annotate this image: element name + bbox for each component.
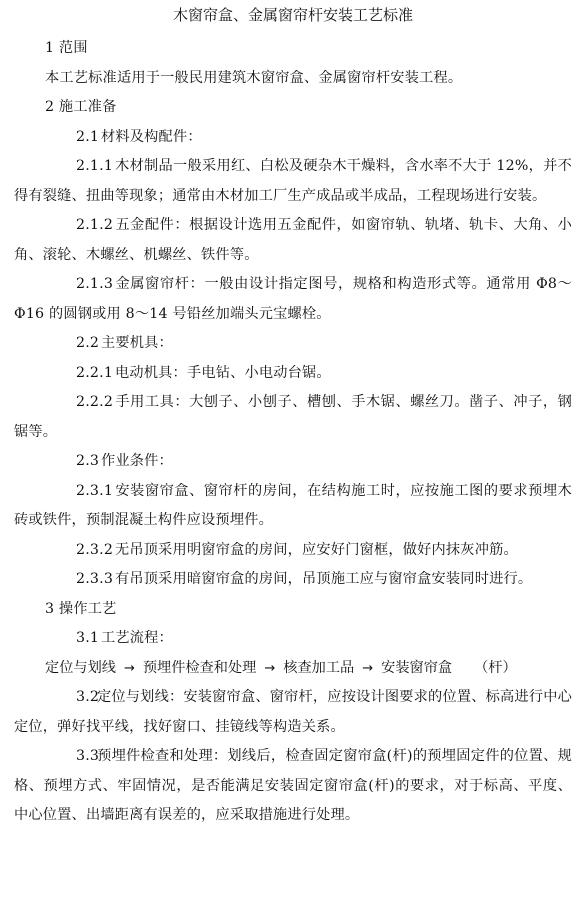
flow-step-positioning: 定位与划线 <box>45 659 116 676</box>
document-title: 木窗帘盒、金属窗帘杆安装工艺标准 <box>172 6 413 24</box>
section-text: 金属窗帘杆：一般由设计指定图号，规格和构造形式等。通常用 Φ8～Φ16 的圆钢或用 8～14 号铅丝加端头元宝螺栓。 <box>14 276 572 322</box>
section-2-1-3 <box>14 270 572 329</box>
arrow-right-icon: → <box>362 660 374 676</box>
section-number: 2.2.1 <box>76 364 114 381</box>
section-number: 2.2 <box>76 335 100 351</box>
section-2-1 <box>14 123 572 153</box>
section-2-2 <box>14 329 572 359</box>
section-text: 有吊顶采用暗窗帘盒的房间，吊顶施工应与窗帘盒安装同时进行。 <box>115 571 533 587</box>
section-3-2 <box>14 683 572 742</box>
section-text: 安装窗帘盒、窗帘杆的房间，在结构施工时，应按施工图的要求预埋木砖或铁件，预制混凝土构件应设预埋件。 <box>14 482 572 528</box>
section-number: 2.1.3 <box>76 276 114 292</box>
section-text: 无吊顶采用明窗帘盒的房间，应安好门窗框，做好内抹灰冲筋。 <box>115 541 518 558</box>
section-3-heading: 3 操作工艺 <box>45 600 117 617</box>
section-2-heading: 2 施工准备 <box>45 99 117 115</box>
section-number: 2.3.3 <box>76 571 114 587</box>
section-3-3 <box>14 742 572 831</box>
section-text: 手用工具：大刨子、小刨子、槽刨、手木锯、螺丝刀。凿子、冲子，钢锯等。 <box>14 394 572 440</box>
section-text: 五金配件：根据设计选用五金配件，如窗帘轨、轨堵、轨卡、大角、小角、滚轮、木螺丝、机螺丝、铁件等。 <box>14 217 572 263</box>
section-text: 木材制品一般采用红、白松及硬杂木干燥料，含水率不大于 12%，并不得有裂缝、扭曲等现象；通常由木材加工厂生产成品或半成品，工程现场进行安装。 <box>14 158 572 204</box>
section-label: 主要机具： <box>101 335 173 351</box>
section-number: 3.1 <box>76 630 100 646</box>
section-1-text: 本工艺标准适用于一般民用建筑木窗帘盒、金属窗帘杆安装工程。 <box>45 69 463 86</box>
arrow-right-icon: → <box>123 660 135 676</box>
section-text: 预埋件检查和处理：划线后，检查固定窗帘盒(杆)的预埋固定件的位置、规格、预埋方式、牢固情况，是否能满足安装固定窗帘盒(杆)的要求，对于标高、平度、中心位置、出墙距离有误差的，应采取措施进行处理。 <box>14 748 572 823</box>
section-2-1-2 <box>14 211 572 270</box>
section-number: 2.3.1 <box>76 482 114 499</box>
process-flow <box>14 654 572 684</box>
section-2-2-2 <box>14 388 572 447</box>
section-number: 2.1 <box>76 128 100 145</box>
section-label: 作业条件： <box>101 453 173 469</box>
arrow-right-icon: → <box>264 660 276 676</box>
section-number: 2.2.2 <box>76 394 114 410</box>
section-2-3-2 <box>14 536 572 566</box>
section-text: 电动机具：手电钻、小电动台锯。 <box>115 364 331 381</box>
flow-step-install-box: 安装窗帘盒 <box>381 659 453 676</box>
flow-step-embedded-check: 预埋件检查和处理 <box>142 659 257 676</box>
section-2-3-1 <box>14 477 572 536</box>
section-2-3 <box>14 447 572 477</box>
section-1-heading: 1 范围 <box>45 40 88 56</box>
section-text: 定位与划线：安装窗帘盒、窗帘杆，应按设计图要求的位置、标高进行中心定位，弹好找平线，找好窗口、挂镜线等构造关系。 <box>14 689 572 735</box>
section-3-1 <box>14 624 572 654</box>
section-number: 2.1.2 <box>76 217 114 233</box>
section-number: 2.3 <box>76 453 100 469</box>
section-2-1-1 <box>14 152 572 211</box>
flow-step-rod-note: （杆） <box>474 659 517 676</box>
flow-step-verify-products: 核查加工品 <box>283 659 355 676</box>
section-number: 2.3.2 <box>76 541 114 558</box>
section-label: 工艺流程： <box>101 630 173 646</box>
section-2-3-3 <box>14 565 572 595</box>
section-2-2-1 <box>14 359 572 389</box>
section-number: 3.2 <box>76 689 100 705</box>
section-number: 3.3 <box>76 748 100 764</box>
section-label: 材料及构配件： <box>101 128 202 145</box>
section-number: 2.1.1 <box>76 158 114 174</box>
